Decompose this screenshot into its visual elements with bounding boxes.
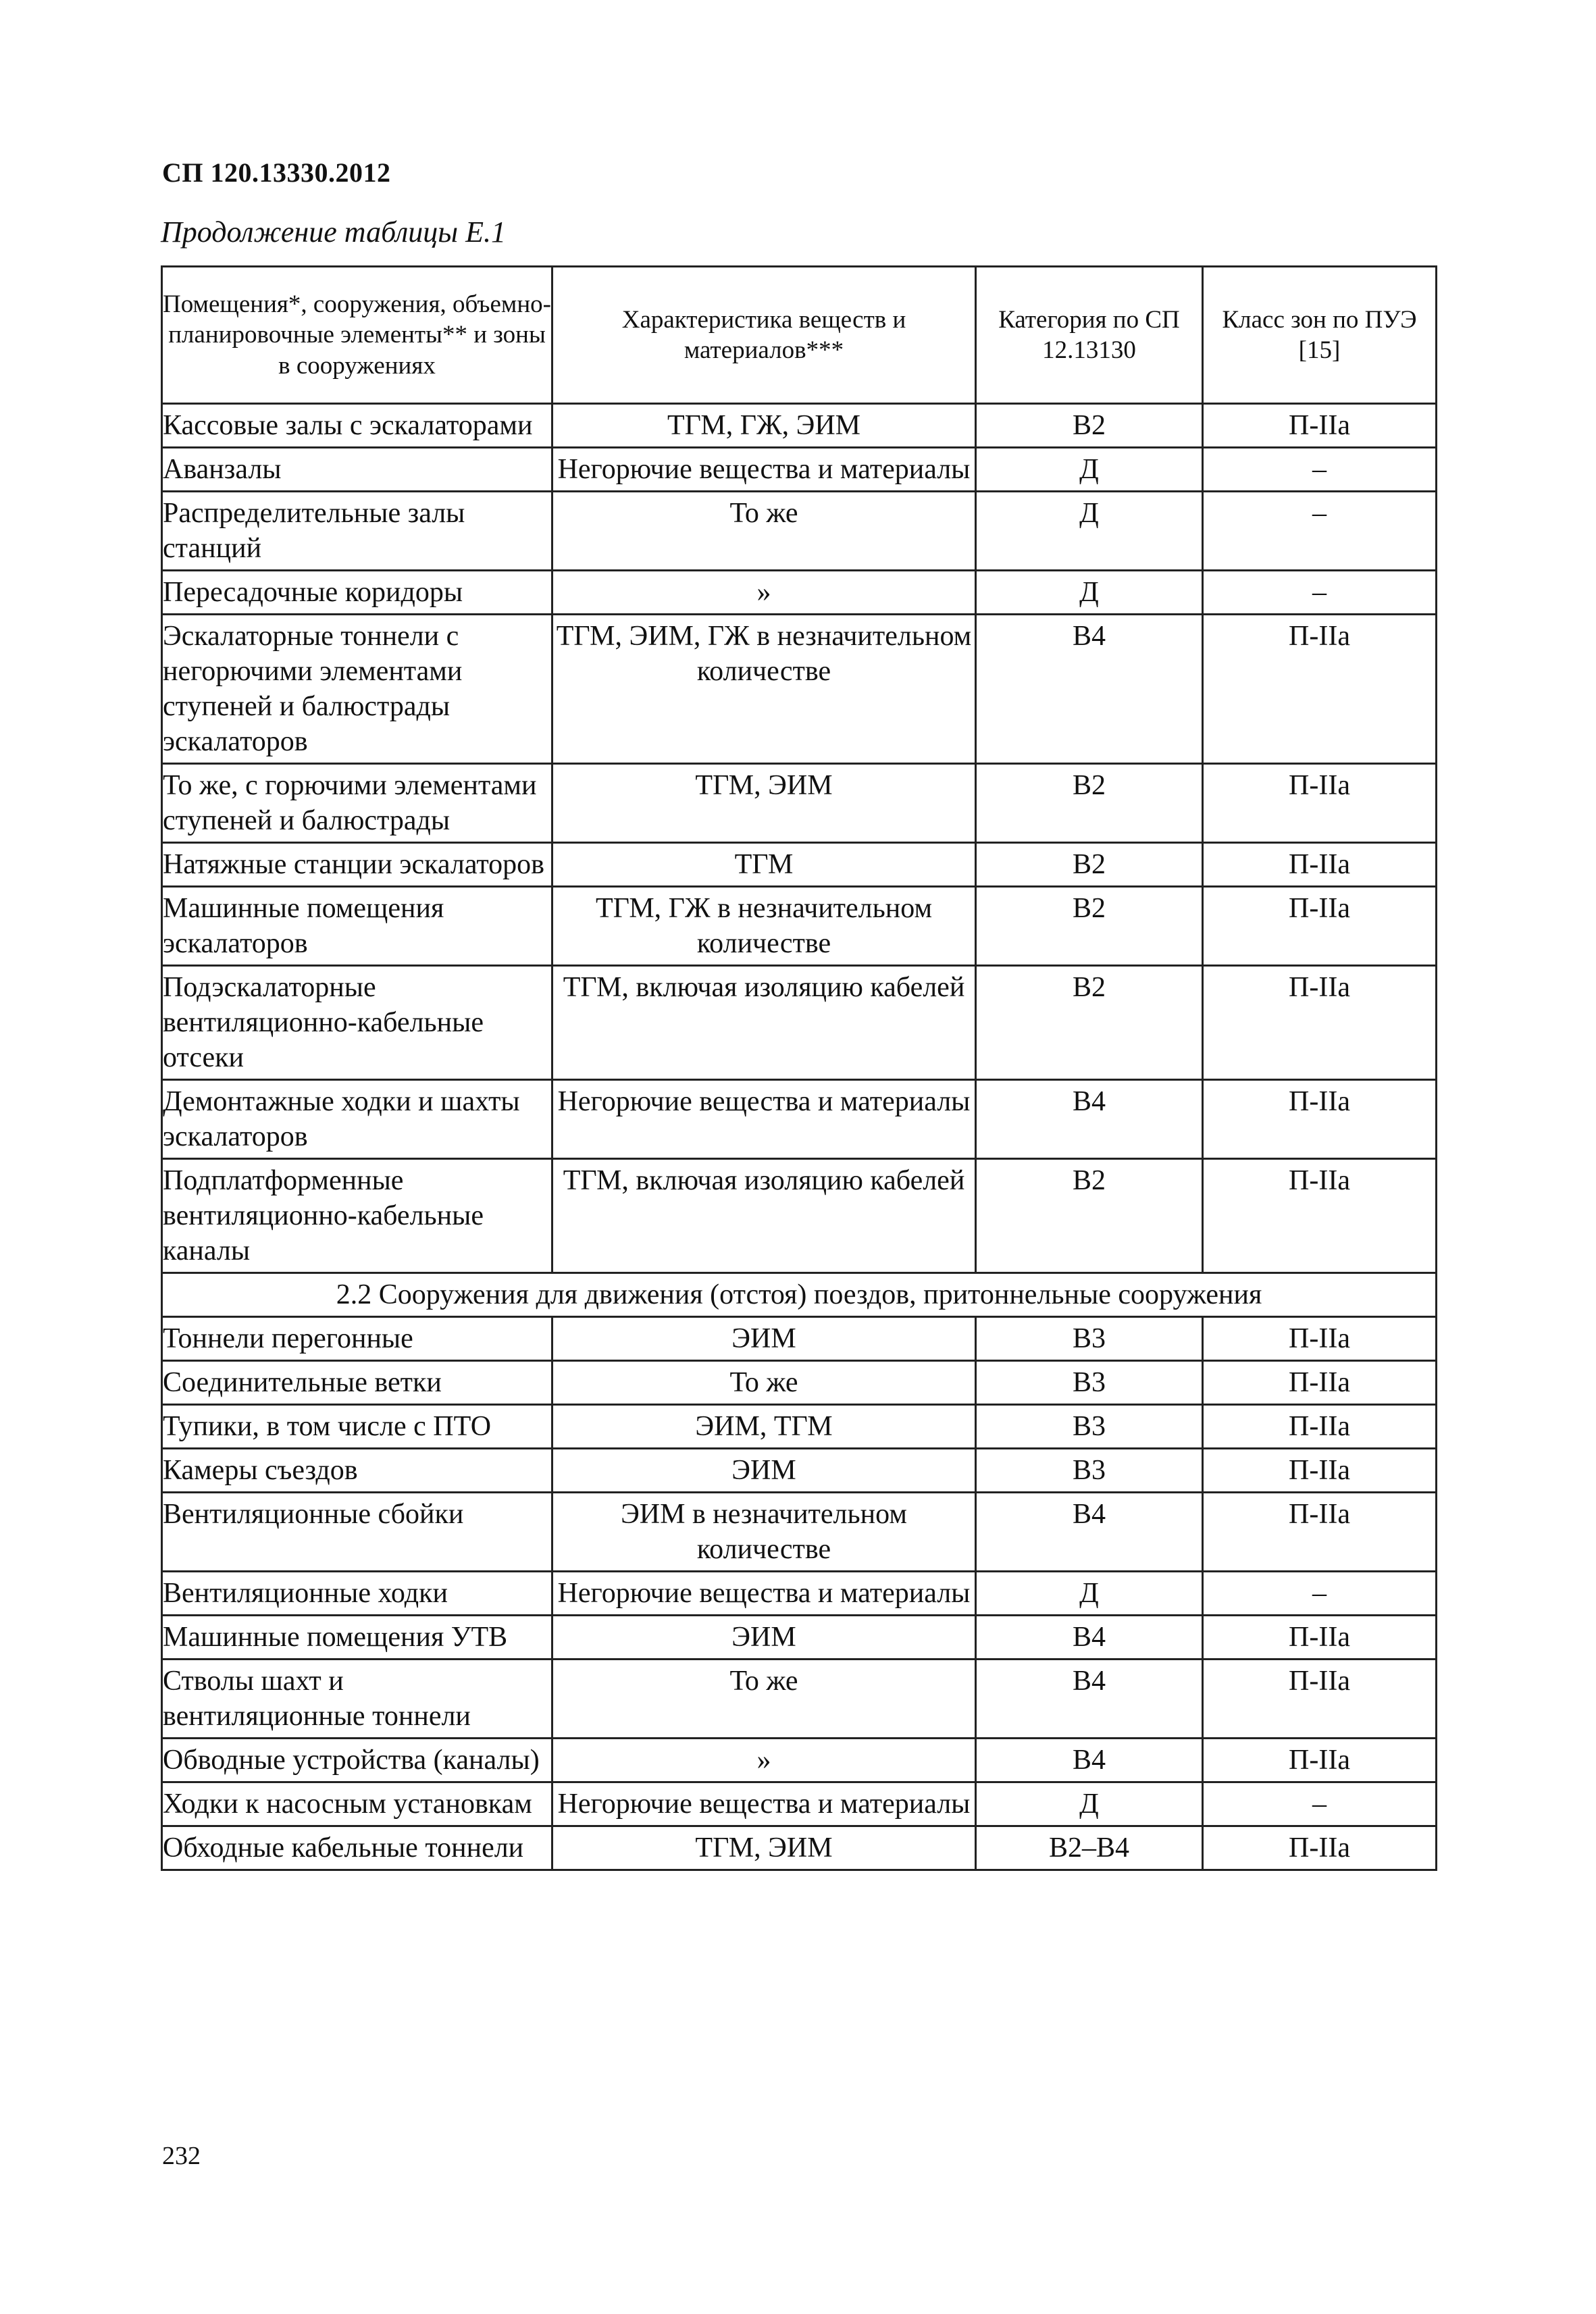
table-row (162, 1317, 1437, 1361)
cell-category: В4 (976, 1080, 1203, 1159)
cell-premises: Камеры съездов (162, 1449, 552, 1493)
table-row (162, 1080, 1437, 1159)
cell-premises: Эскалаторные тоннели с негорючими элементами ступеней и балюстрады эскалаторов (162, 615, 552, 764)
cell-materials: ТГМ, ГЖ в незначительном количестве (552, 887, 976, 966)
table-row (162, 1572, 1437, 1616)
section-row (162, 1273, 1437, 1317)
cell-materials: То же (552, 492, 976, 571)
cell-zone-class: – (1203, 448, 1437, 492)
cell-category: В3 (976, 1317, 1203, 1361)
header-zone-class: Класс зон по ПУЭ [15] (1203, 267, 1437, 404)
cell-zone-class: П-IIа (1203, 404, 1437, 448)
cell-zone-class: – (1203, 571, 1437, 615)
cell-category: Д (976, 448, 1203, 492)
cell-premises: Вентиляционные сбойки (162, 1493, 552, 1572)
table-row (162, 1660, 1437, 1739)
cell-materials: Негорючие вещества и материалы (552, 1782, 976, 1826)
cell-materials: Негорючие вещества и материалы (552, 1080, 976, 1159)
table-row (162, 1405, 1437, 1449)
cell-category: В2 (976, 966, 1203, 1080)
cell-materials: ЭИМ, ТГМ (552, 1405, 976, 1449)
cell-category: В3 (976, 1361, 1203, 1405)
table-row (162, 404, 1437, 448)
cell-materials: ЭИМ (552, 1317, 976, 1361)
cell-category: В2–В4 (976, 1826, 1203, 1870)
cell-zone-class: – (1203, 492, 1437, 571)
cell-category: Д (976, 1782, 1203, 1826)
cell-premises: Тоннели перегонные (162, 1317, 552, 1361)
cell-materials: ТГМ, ГЖ, ЭИМ (552, 404, 976, 448)
section-heading: 2.2 Сооружения для движения (отстоя) поездов, притоннельные сооружения (162, 1273, 1437, 1317)
cell-category: В2 (976, 404, 1203, 448)
page-number: 232 (162, 2142, 201, 2170)
table-row (162, 1826, 1437, 1870)
cell-premises: Кассовые залы с эскалаторами (162, 404, 552, 448)
cell-zone-class: П-IIа (1203, 1660, 1437, 1739)
cell-category: В2 (976, 843, 1203, 887)
cell-materials: ТГМ, ЭИМ, ГЖ в незначительном количестве (552, 615, 976, 764)
cell-zone-class: П-IIа (1203, 1493, 1437, 1572)
document-code: СП 120.13330.2012 (162, 157, 391, 188)
cell-zone-class: – (1203, 1782, 1437, 1826)
cell-zone-class: П-IIа (1203, 1826, 1437, 1870)
cell-premises: Обводные устройства (каналы) (162, 1739, 552, 1782)
table-row (162, 1361, 1437, 1405)
cell-premises: Пересадочные коридоры (162, 571, 552, 615)
table-row (162, 448, 1437, 492)
cell-premises: Вентиляционные ходки (162, 1572, 552, 1616)
cell-zone-class: П-IIа (1203, 843, 1437, 887)
cell-zone-class: П-IIа (1203, 966, 1437, 1080)
cell-materials: ЭИМ (552, 1616, 976, 1660)
cell-category: В3 (976, 1449, 1203, 1493)
cell-premises: Подэскалаторные вентиляционно-кабельные отсеки (162, 966, 552, 1080)
cell-premises: Машинные помещения эскалаторов (162, 887, 552, 966)
cell-materials: ТГМ, включая изоляцию кабелей (552, 1159, 976, 1273)
cell-zone-class: – (1203, 1572, 1437, 1616)
table-row (162, 966, 1437, 1080)
table-row (162, 843, 1437, 887)
cell-category: В2 (976, 1159, 1203, 1273)
header-category: Категория по СП 12.13130 (976, 267, 1203, 404)
table-row (162, 492, 1437, 571)
cell-materials: Негорючие вещества и материалы (552, 1572, 976, 1616)
cell-category: В2 (976, 887, 1203, 966)
cell-premises: Распределительные залы станций (162, 492, 552, 571)
fire-category-table (161, 265, 1437, 1871)
cell-zone-class: П-IIа (1203, 1739, 1437, 1782)
cell-premises: Тупики, в том числе с ПТО (162, 1405, 552, 1449)
cell-category: Д (976, 1572, 1203, 1616)
cell-zone-class: П-IIа (1203, 1080, 1437, 1159)
cell-materials: ЭИМ в незначительном количестве (552, 1493, 976, 1572)
cell-zone-class: П-IIа (1203, 887, 1437, 966)
header-premises: Помещения*, сооружения, объемно-планировочные элементы** и зоны в сооружениях (162, 267, 552, 404)
cell-zone-class: П-IIа (1203, 1449, 1437, 1493)
cell-zone-class: П-IIа (1203, 1361, 1437, 1405)
cell-materials: То же (552, 1361, 976, 1405)
table-row (162, 571, 1437, 615)
header-materials: Характеристика веществ и материалов*** (552, 267, 976, 404)
cell-premises: Демонтажные ходки и шахты эскалаторов (162, 1080, 552, 1159)
table-row (162, 1449, 1437, 1493)
table-row (162, 1159, 1437, 1273)
table-header-row (162, 267, 1437, 404)
table-row (162, 764, 1437, 843)
cell-premises: Натяжные станции эскалаторов (162, 843, 552, 887)
cell-premises: Соединительные ветки (162, 1361, 552, 1405)
cell-premises: Обходные кабельные тоннели (162, 1826, 552, 1870)
cell-category: Д (976, 492, 1203, 571)
cell-category: В3 (976, 1405, 1203, 1449)
cell-category: В4 (976, 1616, 1203, 1660)
table-row (162, 1493, 1437, 1572)
table-row (162, 1739, 1437, 1782)
cell-category: Д (976, 571, 1203, 615)
cell-zone-class: П-IIа (1203, 1159, 1437, 1273)
cell-materials: » (552, 571, 976, 615)
cell-premises: То же, с горючими элементами ступеней и балюстрады (162, 764, 552, 843)
cell-premises: Ходки к насосным установкам (162, 1782, 552, 1826)
table-caption: Продолжение таблицы Е.1 (161, 215, 506, 249)
cell-zone-class: П-IIа (1203, 1317, 1437, 1361)
cell-premises: Стволы шахт и вентиляционные тоннели (162, 1660, 552, 1739)
table-row (162, 1782, 1437, 1826)
cell-materials: ТГМ (552, 843, 976, 887)
table-row (162, 887, 1437, 966)
cell-category: В4 (976, 1493, 1203, 1572)
cell-premises: Аванзалы (162, 448, 552, 492)
cell-category: В4 (976, 1660, 1203, 1739)
cell-category: В4 (976, 1739, 1203, 1782)
table-row (162, 615, 1437, 764)
cell-materials: Негорючие вещества и материалы (552, 448, 976, 492)
cell-zone-class: П-IIа (1203, 1616, 1437, 1660)
cell-materials: ТГМ, включая изоляцию кабелей (552, 966, 976, 1080)
cell-materials: То же (552, 1660, 976, 1739)
cell-zone-class: П-IIа (1203, 764, 1437, 843)
cell-category: В2 (976, 764, 1203, 843)
cell-zone-class: П-IIа (1203, 615, 1437, 764)
cell-zone-class: П-IIа (1203, 1405, 1437, 1449)
cell-materials: ТГМ, ЭИМ (552, 1826, 976, 1870)
table-row (162, 1616, 1437, 1660)
cell-category: В4 (976, 615, 1203, 764)
cell-materials: » (552, 1739, 976, 1782)
cell-premises: Машинные помещения УТВ (162, 1616, 552, 1660)
cell-premises: Подплатформенные вентиляционно-кабельные каналы (162, 1159, 552, 1273)
cell-materials: ТГМ, ЭИМ (552, 764, 976, 843)
cell-materials: ЭИМ (552, 1449, 976, 1493)
